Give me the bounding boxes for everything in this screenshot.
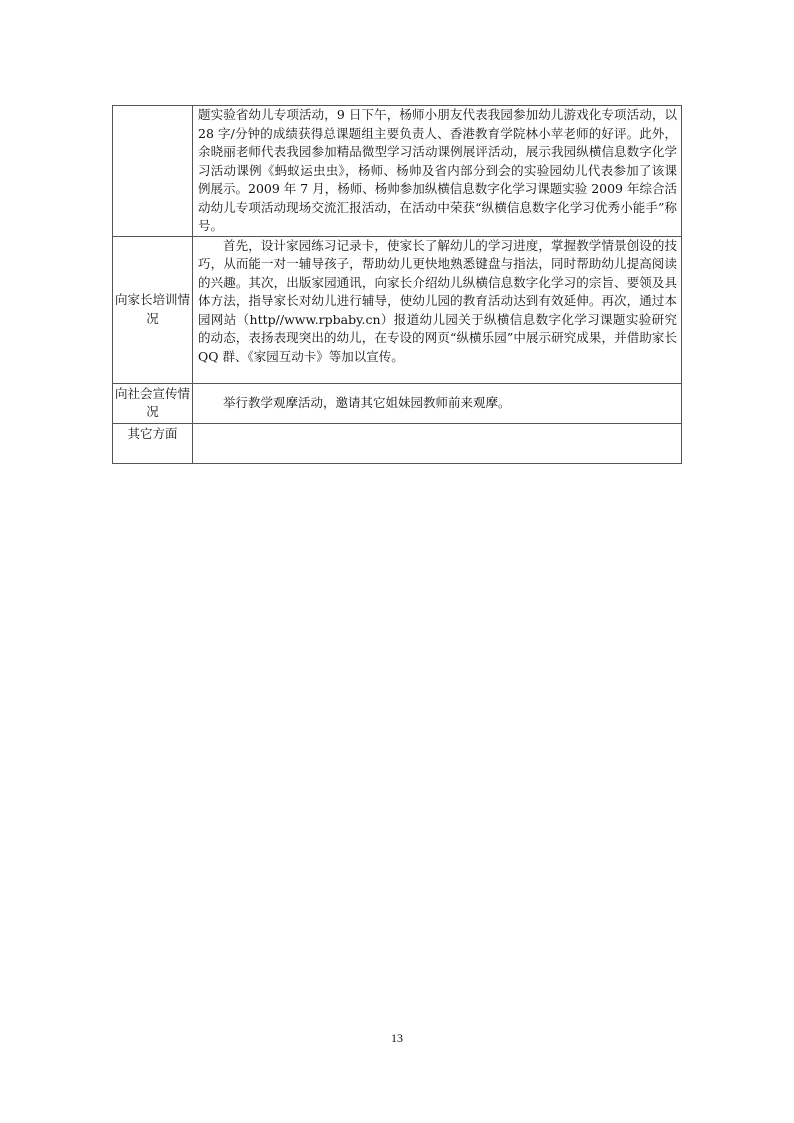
table-row-continuation: [113, 106, 682, 237]
row-content-social-publicity: [193, 383, 682, 423]
table-row-parent-training: [113, 236, 682, 383]
row-content-continuation: [193, 106, 682, 237]
row-label-empty: [113, 106, 193, 237]
row-label-social-publicity: 向社会宣传情况: [113, 383, 193, 423]
row-content-other: [193, 423, 682, 463]
continuation-text: 题实验省幼儿专项活动，9 日下午，杨师小朋友代表我园参加幼儿游戏化专项活动，以 28 字/分钟的成绩获得总课题组主要负责人、香港教育学院林小苹老师的好评。此外，余晓丽老师代表我园参加精品微型学习活动课例展评活动，展示我园纵横信息数字化学习活动课例《蚂蚁运虫虫》，杨师、杨帅及省内部分到会的实验园幼儿代表参加了该课例展示。2009 年 7 月，杨师、杨帅参加纵横信息数字化学习课题实验 2009 年综合活动幼儿专项活动现场交流汇报活动，在活动中荣获“纵横信息数字化学习优秀小能手”称号。: [198, 107, 677, 233]
table-row-social-publicity: [113, 383, 682, 423]
report-table: [112, 105, 682, 464]
parent-training-text: 首先，设计家园练习记录卡，使家长了解幼儿的学习进度，掌握教学情景创设的技巧，从而能一对一辅导孩子，帮助幼儿更快地熟悉键盘与指法，同时帮助幼儿提高阅读的兴趣。其次，出版家园通讯，向家长介绍幼儿纵横信息数字化学习的宗旨、要领及具体方法，指导家长对幼儿进行辅导，使幼儿园的教育活动达到有效延伸。再次，通过本园网站（http//www.rpbaby.cn）报道幼儿园关于纵横信息数字化学习课题实验研究的动态，表扬表现突出的幼儿，在专设的网页“纵横乐园”中展示研究成果，并借助家长 QQ 群、《家园互动卡》等加以宣传。: [198, 237, 677, 364]
social-publicity-text: 举行教学观摩活动，邀请其它姐妹园教师前来观摩。: [223, 394, 511, 410]
row-content-parent-training: [193, 236, 682, 383]
row-label-other: 其它方面: [113, 423, 193, 463]
table-row-other: [113, 423, 682, 463]
page-number: 13: [391, 1031, 403, 1045]
row-label-parent-training: 向家长培训情况: [113, 236, 193, 383]
